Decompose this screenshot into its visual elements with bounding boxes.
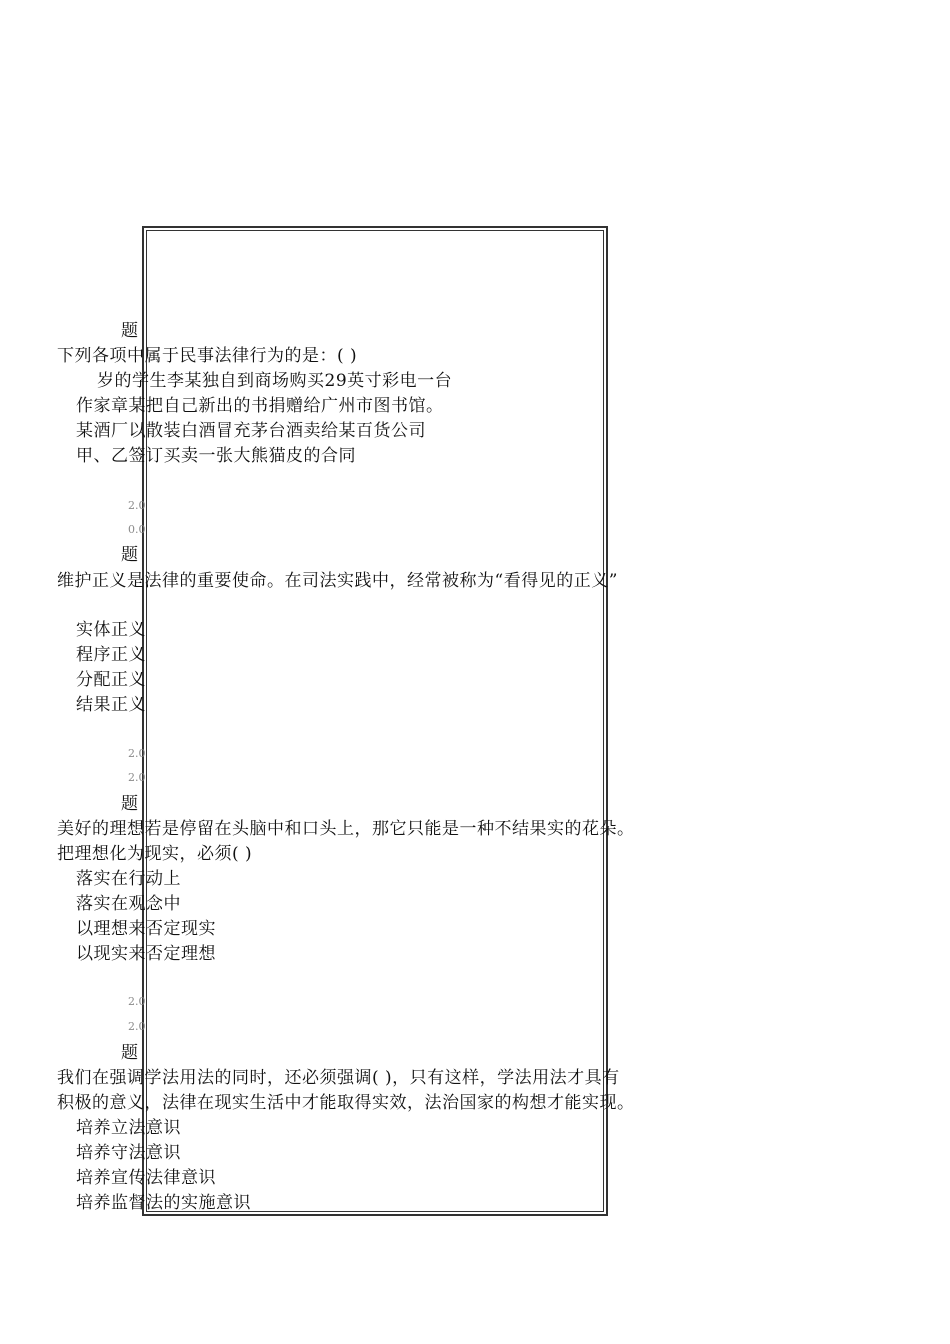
question-1-option-c[interactable]: 某酒厂以散装白酒冒充茅台酒卖给某百货公司 <box>76 421 426 441</box>
question-1-option-d[interactable]: 甲、乙签订买卖一张大熊猫皮的合同 <box>76 446 356 466</box>
question-2-option-d[interactable]: 结果正义 <box>76 695 146 715</box>
question-3-option-d[interactable]: 以现实来否定理想 <box>76 944 216 964</box>
question-2-full-score: 2.0 <box>128 747 146 760</box>
question-2-label: 题 <box>121 545 139 565</box>
question-3-label: 题 <box>121 794 139 814</box>
question-1-earned-score: 0.0 <box>128 523 146 536</box>
question-3-stem-line-2: 把理想化为现实，必须( ) <box>57 844 253 864</box>
question-3-full-score: 2.0 <box>128 995 146 1008</box>
question-2-earned-score: 2.0 <box>128 771 146 784</box>
question-4-option-a[interactable]: 培养立法意识 <box>76 1118 181 1138</box>
question-1-option-b[interactable]: 作家章某把自己新出的书捐赠给广州市图书馆。 <box>76 396 444 416</box>
question-4-option-c[interactable]: 培养宣传法律意识 <box>76 1168 216 1188</box>
question-3-option-c[interactable]: 以理想来否定现实 <box>76 919 216 939</box>
question-4-label: 题 <box>121 1043 139 1063</box>
question-4-stem-line-1: 我们在强调学法用法的同时，还必须强调( )，只有这样，学法用法才具有 <box>57 1068 620 1088</box>
question-1-full-score: 2.0 <box>128 499 146 512</box>
question-4-option-d[interactable]: 培养监督法的实施意识 <box>76 1193 251 1213</box>
question-3-option-a[interactable]: 落实在行动上 <box>76 869 181 889</box>
question-2-option-a[interactable]: 实体正义 <box>76 620 146 640</box>
question-1-stem: 下列各项中属于民事法律行为的是：( ) <box>57 346 358 366</box>
question-2-stem: 维护正义是法律的重要使命。在司法实践中，经常被称为“看得见的正义” <box>57 571 618 591</box>
question-4-stem-line-2: 积极的意义，法律在现实生活中才能取得实效，法治国家的构想才能实现。 <box>57 1093 635 1113</box>
question-2-option-b[interactable]: 程序正义 <box>76 645 146 665</box>
question-3-earned-score: 2.0 <box>128 1020 146 1033</box>
question-2-option-c[interactable]: 分配正义 <box>76 670 146 690</box>
question-3-option-b[interactable]: 落实在观念中 <box>76 894 181 914</box>
question-4-option-b[interactable]: 培养守法意识 <box>76 1143 181 1163</box>
question-3-stem-line-1: 美好的理想若是停留在头脑中和口头上，那它只能是一种不结果实的花朵。 <box>57 819 635 839</box>
question-1-label: 题 <box>121 321 139 341</box>
question-1-option-a[interactable]: 岁的学生李某独自到商场购买29英寸彩电一台 <box>97 371 453 391</box>
